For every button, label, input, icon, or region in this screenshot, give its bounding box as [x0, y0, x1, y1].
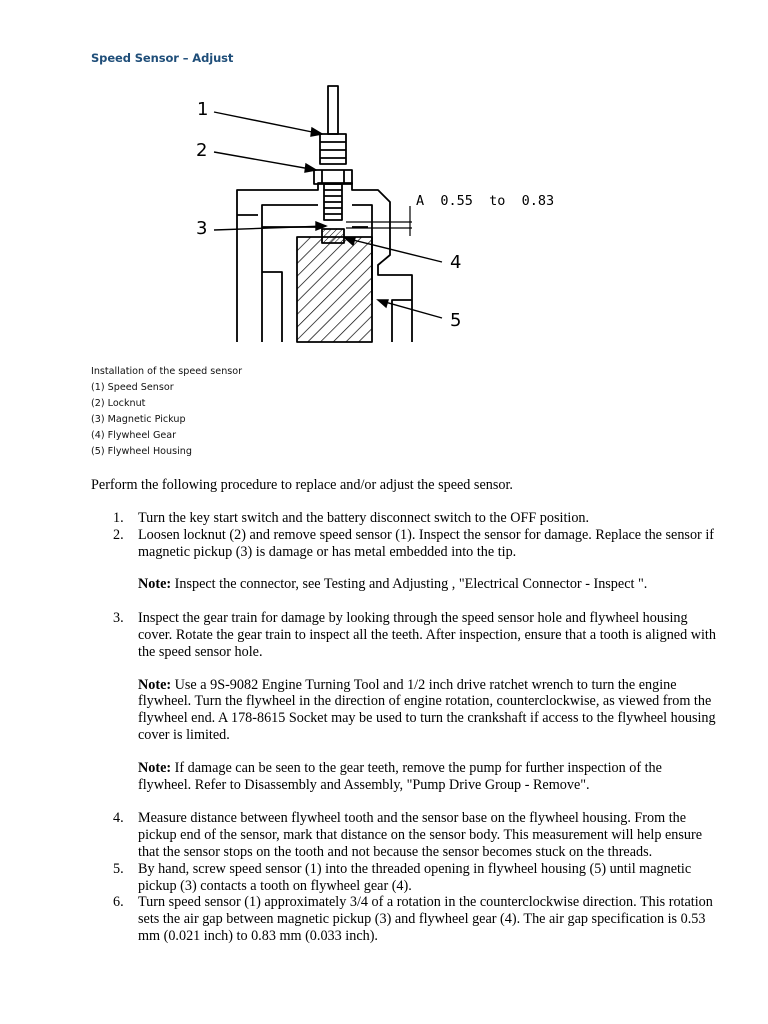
- callout-4: 4: [450, 252, 462, 273]
- note-label: Note:: [138, 676, 172, 693]
- step-number: 3.: [113, 610, 124, 627]
- note-paragraph: [138, 576, 718, 593]
- step-text: Loosen locknut (2) and remove speed sensor (1). Inspect the sensor for damage. Replace the sensor if magnetic pickup (3) is damage or has metal embedded into the tip.: [138, 526, 714, 560]
- gap-dimension-label: A 0.55 to 0.83: [416, 193, 555, 209]
- caption-item: (4) Flywheel Gear: [91, 430, 177, 441]
- note-paragraph: [138, 760, 718, 794]
- callout-2: 2: [196, 140, 208, 161]
- speed-sensor-installation-diagram: [190, 80, 570, 370]
- note-label: Note:: [138, 759, 172, 776]
- caption-item: (2) Locknut: [91, 398, 146, 409]
- list-item: [113, 894, 718, 944]
- step-number: 6.: [113, 894, 124, 911]
- step-text: Turn the key start switch and the battery disconnect switch to the OFF position.: [138, 510, 590, 526]
- caption-title: Installation of the speed sensor: [91, 366, 243, 377]
- list-item: [113, 510, 718, 527]
- list-item: [113, 810, 718, 860]
- procedure-list: [113, 510, 718, 945]
- note-text: If damage can be seen to the gear teeth, remove the pump for further inspection of the flywheel. Refer to Disassembly and Assembly, "Pump Drive Group - Remove".: [138, 759, 662, 793]
- intro-paragraph: Perform the following procedure to replace and/or adjust the speed sensor.: [91, 477, 513, 493]
- caption-item: (3) Magnetic Pickup: [91, 414, 186, 425]
- step-number: 4.: [113, 810, 124, 827]
- list-item: [113, 610, 718, 660]
- note-label: Note:: [138, 576, 172, 593]
- step-number: 5.: [113, 860, 124, 877]
- callout-5: 5: [450, 310, 462, 331]
- note-text: Inspect the connector, see Testing and Adjusting , "Electrical Connector - Inspect ".: [171, 576, 648, 593]
- callout-1: 1: [197, 99, 209, 120]
- section-heading: Speed Sensor – Adjust: [91, 51, 234, 65]
- list-item: [113, 860, 718, 895]
- list-item: [113, 526, 718, 561]
- note-paragraph: [138, 677, 718, 744]
- step-text: Inspect the gear train for damage by looking through the speed sensor hole and flywheel housing cover. Rotate the gear train to inspect all the teeth. After inspection, ensure that a tooth is aligned with the speed sensor hole.: [138, 610, 716, 660]
- step-text: Measure distance between flywheel tooth and the sensor base on the flywheel housing. From the pickup end of the sensor, mark that distance on the sensor body. This measurement will help ensure that the sensor stops on the tooth and not because the sensor becomes stuck on the threads.: [138, 810, 703, 860]
- callout-3: 3: [196, 218, 208, 239]
- step-number: 2.: [113, 526, 124, 543]
- step-text: Turn speed sensor (1) approximately 3/4 of a rotation in the counterclockwise direction. This rotation sets the air gap between magnetic pickup (3) and flywheel gear (4). The air gap specification is 0.53 mm (0.021 inch) to 0.83 mm (0.033 inch).: [138, 894, 713, 944]
- caption-item: (1) Speed Sensor: [91, 382, 174, 393]
- step-number: 1.: [113, 510, 124, 526]
- note-text: Use a 9S-9082 Engine Turning Tool and 1/2 inch drive ratchet wrench to turn the engine flywheel. Turn the flywheel in the direction of engine rotation, counterclockwise, as viewed from the flywheel end. A 178-8615 Socket may be used to turn the crankshaft if access to the flywheel housing cover is limited.: [138, 676, 716, 743]
- caption-item: (5) Flywheel Housing: [91, 446, 192, 457]
- step-text: By hand, screw speed sensor (1) into the threaded opening in flywheel housing (5) until magnetic pickup (3) contacts a tooth on flywheel gear (4).: [138, 860, 692, 894]
- figure-caption: [91, 364, 242, 460]
